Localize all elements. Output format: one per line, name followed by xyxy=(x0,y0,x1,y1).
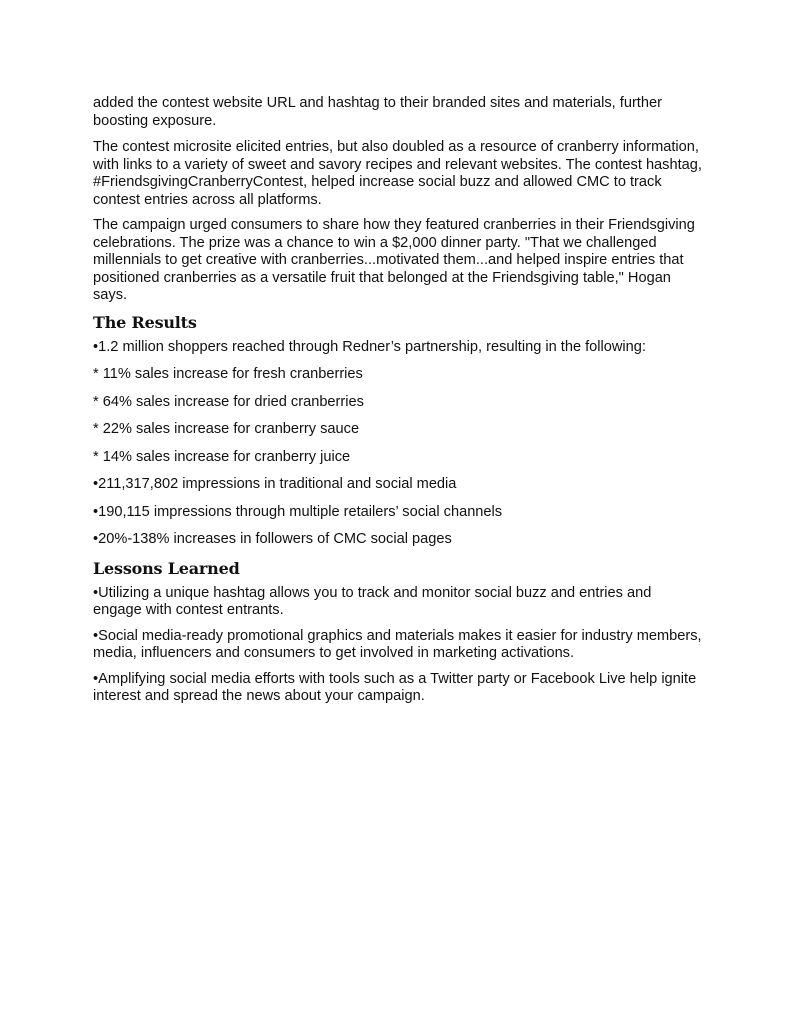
results-list-item: * 11% sales increase for fresh cranberries xyxy=(93,366,363,382)
intro-paragraph: The campaign urged consumers to share how they featured cranberries in their Friendsgiving celebrations. The prize was a chance to win a $2,000 dinner party. "That we challenged millennials to get creative with cranberries...motivated them...and helped inspire entries that positioned cranberries as a versatile fruit that belonged at the Friendsgiving table," Hogan says. xyxy=(93,217,695,303)
lessons-list-item: •Amplifying social media efforts with tools such as a Twitter party or Facebook Live help ignite interest and spread the news about your campaign. xyxy=(93,670,697,704)
lessons-list-item: •Social media-ready promotional graphics and materials makes it easier for industry members, media, influencers and consumers to get involved in marketing activations. xyxy=(93,627,702,661)
intro-paragraph: The contest microsite elicited entries, but also doubled as a resource of cranberry information, with links to a variety of sweet and savory recipes and relevant websites. The contest hashtag, #FriendsgivingCranberryContest, helped increase social buzz and allowed CMC to track contest entries across all platforms. xyxy=(93,139,702,208)
document-page xyxy=(93,95,703,714)
lessons-heading: Lessons Learned xyxy=(93,558,240,578)
results-list-item: •190,115 impressions through multiple retailers’ social channels xyxy=(93,503,503,520)
intro-paragraph: added the contest website URL and hashtag to their branded sites and materials, further boosting exposure. xyxy=(93,95,662,129)
results-list-item: •20%-138% increases in followers of CMC social pages xyxy=(93,531,452,547)
results-list-item: * 14% sales increase for cranberry juice xyxy=(93,448,351,465)
results-list-item: * 22% sales increase for cranberry sauce xyxy=(93,421,360,437)
results-list-item: •211,317,802 impressions in traditional and social media xyxy=(93,476,457,492)
results-list-item: •1.2 million shoppers reached through Redner’s partnership, resulting in the following: xyxy=(93,338,646,355)
results-heading: The Results xyxy=(93,312,197,332)
results-list-item: * 64% sales increase for dried cranberries xyxy=(93,393,364,410)
lessons-list-item: •Utilizing a unique hashtag allows you to track and monitor social buzz and entries and engage with contest entrants. xyxy=(93,584,652,618)
